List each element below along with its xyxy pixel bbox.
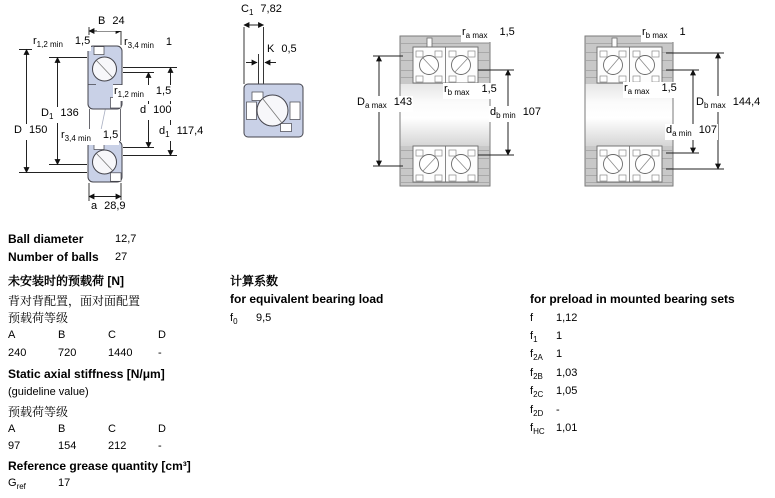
preload-val-D: - (158, 347, 162, 359)
factor-row-f2C: $f_{2C}$ 1,05 (530, 385, 578, 400)
dim-label-db-min: $d_{b min}$ 107 (490, 106, 542, 121)
grease-symbol: $G_{ref}$ (8, 477, 26, 492)
preload-col-B: B (58, 329, 66, 341)
dim-label-r12-min-mid: $r_{1,2 min}$ 1,5 (114, 85, 172, 100)
stiffness-title: Static axial stiffness [N/μm] (8, 367, 165, 381)
number-of-balls-value: 27 (115, 251, 128, 263)
dim-label-Db-max: $D_{b max}$ 144,4 (696, 96, 761, 111)
preload-arrangement-note: 背对背配置，面对面配置 (8, 294, 141, 308)
factor-row-fHC: $f_{HC}$ 1,01 (530, 422, 578, 437)
dim-label-rb-max-d3: $r_{b max}$ 1,5 (444, 83, 497, 98)
preload-factors-title: for preload in mounted bearing sets (530, 292, 735, 306)
stiffness-col-D: D (158, 423, 166, 435)
stiffness-val-A: 97 (8, 440, 21, 452)
preload-val-B: 720 (58, 347, 77, 359)
stiffness-col-C: C (108, 423, 116, 435)
calculation-title: 计算系数 (230, 274, 279, 288)
dim-label-ra-max-d4: $r_{a max}$ 1,5 (624, 82, 677, 97)
calculation-subtitle: for equivalent bearing load (230, 292, 384, 306)
factor-row-f1: $f_1$ 1 (530, 330, 563, 345)
stiffness-col-A: A (8, 423, 16, 435)
preload-val-A: 240 (8, 347, 27, 359)
dim-label-r12-min-top: $r_{1,2 min}$ 1,5 (33, 35, 91, 50)
dim-label-a: a 28,9 (90, 200, 127, 216)
preload-col-A: A (8, 329, 16, 341)
dim-label-Da-max: $D_{a max}$ 143 (357, 96, 413, 111)
preload-val-C: 1440 (108, 347, 133, 359)
stiffness-col-B: B (58, 423, 66, 435)
stiffness-val-C: 212 (108, 440, 127, 452)
drawing2-bearing-cross-section (244, 84, 303, 137)
preload-class-label: 预载荷等级 (8, 311, 69, 325)
preload-title: 未安装时的预载荷 [N] (8, 274, 124, 288)
factor-row-f0: $f_0$ 9,5 (230, 312, 272, 327)
factor-row-f: f 1,12 (530, 312, 578, 324)
dim-label-d-bore: d 100 (139, 104, 172, 120)
factor-row-f2A: $f_{2A}$ 1 (530, 348, 563, 363)
number-of-balls-label: Number of balls (8, 250, 99, 264)
dim-label-D1: $D_1$ 136 (41, 107, 79, 122)
dim-label-D: D 150 (13, 124, 48, 140)
drawing4-mounted-set (585, 36, 673, 186)
dim-label-C1: $C_1$ 7,82 (241, 3, 282, 18)
ball-diameter-label: Ball diameter (8, 232, 84, 246)
dim-label-d1: $d_1$ 117,4 (159, 125, 204, 140)
drawing1-bearing-cross-section (88, 46, 122, 182)
stiffness-note: (guideline value) (8, 386, 89, 398)
drawing3-mounted-set (400, 36, 490, 186)
ball-diameter-value: 12,7 (115, 233, 137, 245)
stiffness-val-B: 154 (58, 440, 77, 452)
factor-row-f2D: $f_{2D}$ - (530, 404, 560, 419)
stiffness-val-D: - (158, 440, 162, 452)
dim-label-rb-max-d4: $r_{b max}$ 1 (642, 26, 686, 41)
factor-row-f2B: $f_{2B}$ 1,03 (530, 367, 578, 382)
dim-label-ra-max-d3: $r_{a max}$ 1,5 (462, 26, 515, 41)
dim-label-da-min: $d_{a min}$ 107 (666, 124, 718, 139)
dim-label-r34-min-top: $r_{3,4 min}$ 1 (124, 36, 173, 51)
preload-col-C: C (108, 329, 116, 341)
grease-title: Reference grease quantity [cm³] (8, 459, 191, 473)
dim-label-K: K 0,5 (266, 43, 298, 59)
preload-col-D: D (158, 329, 166, 341)
grease-value: 17 (58, 477, 71, 489)
dim-label-r34-min-mid: $r_{3,4 min}$ 1,5 (61, 129, 119, 144)
stiffness-class-label: 预载荷等级 (8, 405, 69, 419)
dim-label-B-width: B 24 (97, 15, 126, 31)
